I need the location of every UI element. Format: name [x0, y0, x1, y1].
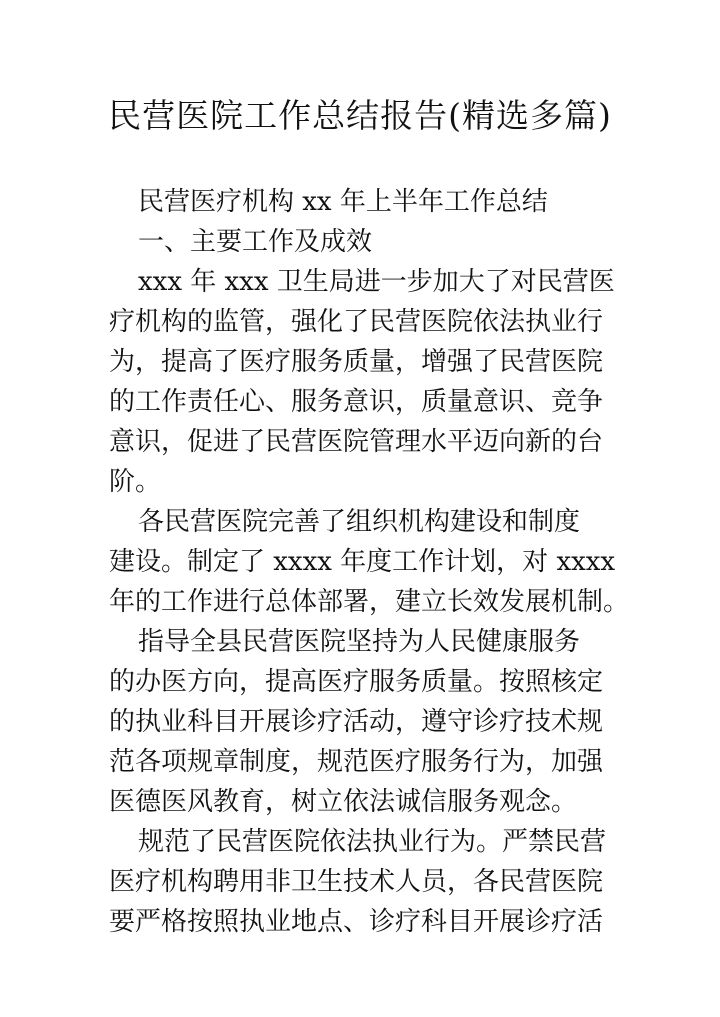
- paragraph-line: 意识，促进了民营医院管理水平迈向新的台: [109, 427, 604, 457]
- paragraph-line: 的执业科目开展诊疗活动，遵守诊疗技术规: [109, 707, 604, 737]
- paragraph-line: 的办医方向，提高医疗服务质量。按照核定: [109, 667, 604, 697]
- paragraph-line: 范各项规章制度，规范医疗服务行为，加强: [109, 747, 604, 777]
- paragraph-line: 年的工作进行总体部署，建立长效发展机制。: [109, 587, 630, 617]
- paragraph-line: 规范了民营医院依法执业行为。严禁民营: [138, 827, 607, 857]
- paragraph-line: 医德医风教育，树立依法诚信服务观念。: [109, 787, 578, 817]
- paragraph-line: 疗机构的监管，强化了民营医院依法执业行: [109, 307, 604, 337]
- document-title: 民营医院工作总结报告(精选多篇): [108, 96, 612, 135]
- paragraph-line: 要严格按照执业地点、诊疗科目开展诊疗活: [109, 907, 604, 937]
- paragraph-line: 指导全县民营医院坚持为人民健康服务: [138, 627, 581, 657]
- document-body: [109, 182, 630, 942]
- paragraph-line: 为，提高了医疗服务质量，增强了民营医院: [109, 347, 604, 377]
- paragraph-line: xxx 年 xxx 卫生局进一步加大了对民营医: [138, 267, 615, 297]
- heading-line: 民营医疗机构 xx 年上半年工作总结: [138, 187, 548, 217]
- paragraph-line: 医疗机构聘用非卫生技术人员，各民营医院: [109, 867, 604, 897]
- paragraph-line: 各民营医院完善了组织机构建设和制度: [138, 507, 581, 537]
- paragraph-line: 建设。制定了 xxxx 年度工作计划，对 xxxx: [109, 547, 616, 577]
- section-heading: 一、主要工作及成效: [138, 227, 373, 257]
- paragraph-line: 的工作责任心、服务意识，质量意识、竞争: [109, 387, 604, 417]
- paragraph-line: 阶。: [109, 467, 162, 497]
